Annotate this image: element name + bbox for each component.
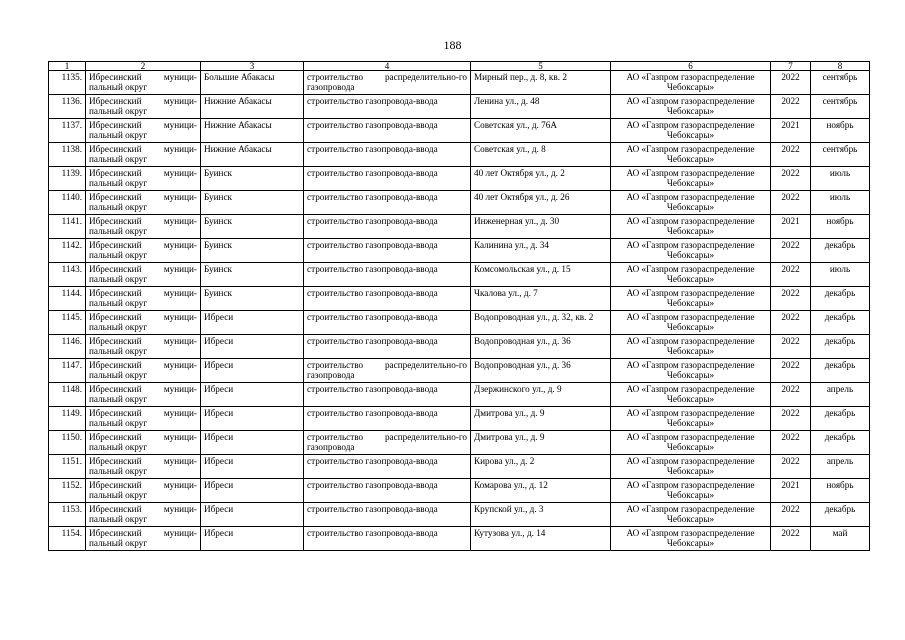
address-cell: Дзержинского ул., д. 9	[471, 383, 611, 407]
month-cell: декабрь	[811, 503, 870, 527]
settlement-cell: Нижние Абакасы	[201, 143, 304, 167]
address-cell: Крупской ул., д. 3	[471, 503, 611, 527]
column-number: 4	[304, 62, 471, 71]
settlement-cell: Ибреси	[201, 335, 304, 359]
month-cell: декабрь	[811, 239, 870, 263]
table-row	[49, 167, 870, 191]
row-number-cell: 1152.	[49, 479, 86, 503]
month-cell: ноябрь	[811, 119, 870, 143]
work-type-cell: строительство газопровода-ввода	[304, 143, 471, 167]
district-cell: Ибресинский муници-пальный округ	[86, 359, 201, 383]
year-cell: 2022	[771, 71, 811, 95]
address-cell: Водопроводная ул., д. 32, кв. 2	[471, 311, 611, 335]
district-cell: Ибресинский муници-пальный округ	[86, 191, 201, 215]
settlement-cell: Буинск	[201, 191, 304, 215]
address-cell: Дмитрова ул., д. 9	[471, 407, 611, 431]
address-cell: Мирный пер., д. 8, кв. 2	[471, 71, 611, 95]
column-number: 8	[811, 62, 870, 71]
district-cell: Ибресинский муници-пальный округ	[86, 479, 201, 503]
organization-cell: АО «Газпром газораспределение Чебоксары»	[611, 167, 771, 191]
year-cell: 2022	[771, 287, 811, 311]
month-cell: сентябрь	[811, 143, 870, 167]
work-type-cell: строительство газопровода-ввода	[304, 383, 471, 407]
column-number-row	[49, 62, 870, 71]
year-cell: 2021	[771, 119, 811, 143]
row-number-cell: 1138.	[49, 143, 86, 167]
district-cell: Ибресинский муници-пальный округ	[86, 263, 201, 287]
row-number-cell: 1150.	[49, 431, 86, 455]
table-row	[49, 263, 870, 287]
organization-cell: АО «Газпром газораспределение Чебоксары»	[611, 119, 771, 143]
address-cell: Чкалова ул., д. 7	[471, 287, 611, 311]
district-cell: Ибресинский муници-пальный округ	[86, 455, 201, 479]
month-cell: ноябрь	[811, 215, 870, 239]
month-cell: ноябрь	[811, 479, 870, 503]
table-row	[49, 215, 870, 239]
month-cell: сентябрь	[811, 95, 870, 119]
settlement-cell: Буинск	[201, 287, 304, 311]
row-number-cell: 1154.	[49, 527, 86, 551]
year-cell: 2021	[771, 479, 811, 503]
year-cell: 2022	[771, 527, 811, 551]
month-cell: декабрь	[811, 311, 870, 335]
work-type-cell: строительство газопровода-ввода	[304, 527, 471, 551]
table-row	[49, 383, 870, 407]
address-cell: Водопроводная ул., д. 36	[471, 335, 611, 359]
year-cell: 2022	[771, 383, 811, 407]
month-cell: сентябрь	[811, 71, 870, 95]
settlement-cell: Буинск	[201, 167, 304, 191]
organization-cell: АО «Газпром газораспределение Чебоксары»	[611, 527, 771, 551]
settlement-cell: Большие Абакасы	[201, 71, 304, 95]
work-type-cell: строительство газопровода-ввода	[304, 167, 471, 191]
organization-cell: АО «Газпром газораспределение Чебоксары»	[611, 263, 771, 287]
row-number-cell: 1145.	[49, 311, 86, 335]
table-row	[49, 191, 870, 215]
work-type-cell: строительство распределительно-го газопровода	[304, 71, 471, 95]
year-cell: 2022	[771, 431, 811, 455]
table-row	[49, 455, 870, 479]
district-cell: Ибресинский муници-пальный округ	[86, 503, 201, 527]
district-cell: Ибресинский муници-пальный округ	[86, 383, 201, 407]
organization-cell: АО «Газпром газораспределение Чебоксары»	[611, 95, 771, 119]
row-number-cell: 1136.	[49, 95, 86, 119]
table-row	[49, 287, 870, 311]
month-cell: декабрь	[811, 407, 870, 431]
row-number-cell: 1142.	[49, 239, 86, 263]
work-type-cell: строительство газопровода-ввода	[304, 119, 471, 143]
address-cell: Калинина ул., д. 34	[471, 239, 611, 263]
table-row	[49, 143, 870, 167]
table-row	[49, 431, 870, 455]
district-cell: Ибресинский муници-пальный округ	[86, 215, 201, 239]
year-cell: 2022	[771, 455, 811, 479]
organization-cell: АО «Газпром газораспределение Чебоксары»	[611, 407, 771, 431]
settlement-cell: Ибреси	[201, 311, 304, 335]
address-cell: Водопроводная ул., д. 36	[471, 359, 611, 383]
work-type-cell: строительство газопровода-ввода	[304, 407, 471, 431]
row-number-cell: 1141.	[49, 215, 86, 239]
row-number-cell: 1148.	[49, 383, 86, 407]
column-number: 7	[771, 62, 811, 71]
table-row	[49, 95, 870, 119]
district-cell: Ибресинский муници-пальный округ	[86, 119, 201, 143]
month-cell: июль	[811, 191, 870, 215]
settlement-cell: Ибреси	[201, 527, 304, 551]
organization-cell: АО «Газпром газораспределение Чебоксары»	[611, 287, 771, 311]
table-row	[49, 71, 870, 95]
district-cell: Ибресинский муници-пальный округ	[86, 239, 201, 263]
work-type-cell: строительство газопровода-ввода	[304, 455, 471, 479]
organization-cell: АО «Газпром газораспределение Чебоксары»	[611, 455, 771, 479]
settlement-cell: Нижние Абакасы	[201, 95, 304, 119]
month-cell: апрель	[811, 383, 870, 407]
year-cell: 2022	[771, 143, 811, 167]
month-cell: декабрь	[811, 287, 870, 311]
row-number-cell: 1153.	[49, 503, 86, 527]
settlement-cell: Ибреси	[201, 455, 304, 479]
table-row	[49, 503, 870, 527]
district-cell: Ибресинский муници-пальный округ	[86, 287, 201, 311]
district-cell: Ибресинский муници-пальный округ	[86, 431, 201, 455]
table-row	[49, 407, 870, 431]
table-row	[49, 119, 870, 143]
organization-cell: АО «Газпром газораспределение Чебоксары»	[611, 71, 771, 95]
settlement-cell: Ибреси	[201, 479, 304, 503]
table-row	[49, 311, 870, 335]
gasification-table	[48, 61, 870, 551]
organization-cell: АО «Газпром газораспределение Чебоксары»	[611, 239, 771, 263]
work-type-cell: строительство газопровода-ввода	[304, 95, 471, 119]
column-number: 6	[611, 62, 771, 71]
work-type-cell: строительство газопровода-ввода	[304, 335, 471, 359]
year-cell: 2022	[771, 263, 811, 287]
year-cell: 2022	[771, 407, 811, 431]
address-cell: Советская ул., д. 76А	[471, 119, 611, 143]
settlement-cell: Буинск	[201, 239, 304, 263]
row-number-cell: 1151.	[49, 455, 86, 479]
settlement-cell: Ибреси	[201, 431, 304, 455]
year-cell: 2022	[771, 95, 811, 119]
table-row	[49, 359, 870, 383]
row-number-cell: 1144.	[49, 287, 86, 311]
year-cell: 2022	[771, 335, 811, 359]
year-cell: 2022	[771, 167, 811, 191]
district-cell: Ибресинский муници-пальный округ	[86, 71, 201, 95]
district-cell: Ибресинский муници-пальный округ	[86, 407, 201, 431]
district-cell: Ибресинский муници-пальный округ	[86, 311, 201, 335]
work-type-cell: строительство распределительно-го газопровода	[304, 431, 471, 455]
address-cell: Инженерная ул., д. 30	[471, 215, 611, 239]
month-cell: декабрь	[811, 431, 870, 455]
work-type-cell: строительство газопровода-ввода	[304, 191, 471, 215]
organization-cell: АО «Газпром газораспределение Чебоксары»	[611, 191, 771, 215]
column-number: 2	[86, 62, 201, 71]
row-number-cell: 1139.	[49, 167, 86, 191]
month-cell: май	[811, 527, 870, 551]
year-cell: 2022	[771, 311, 811, 335]
work-type-cell: строительство распределительно-го газопровода	[304, 359, 471, 383]
column-number: 1	[49, 62, 86, 71]
work-type-cell: строительство газопровода-ввода	[304, 215, 471, 239]
settlement-cell: Ибреси	[201, 503, 304, 527]
organization-cell: АО «Газпром газораспределение Чебоксары»	[611, 479, 771, 503]
organization-cell: АО «Газпром газораспределение Чебоксары»	[611, 311, 771, 335]
district-cell: Ибресинский муници-пальный округ	[86, 167, 201, 191]
month-cell: июль	[811, 263, 870, 287]
settlement-cell: Ибреси	[201, 359, 304, 383]
row-number-cell: 1137.	[49, 119, 86, 143]
address-cell: Кирова ул., д. 2	[471, 455, 611, 479]
table-row	[49, 479, 870, 503]
table-row	[49, 239, 870, 263]
organization-cell: АО «Газпром газораспределение Чебоксары»	[611, 335, 771, 359]
work-type-cell: строительство газопровода-ввода	[304, 503, 471, 527]
row-number-cell: 1135.	[49, 71, 86, 95]
address-cell: Кутузова ул., д. 14	[471, 527, 611, 551]
settlement-cell: Буинск	[201, 263, 304, 287]
address-cell: 40 лет Октября ул., д. 26	[471, 191, 611, 215]
row-number-cell: 1149.	[49, 407, 86, 431]
address-cell: 40 лет Октября ул., д. 2	[471, 167, 611, 191]
page-number: 188	[443, 38, 462, 52]
year-cell: 2022	[771, 191, 811, 215]
district-cell: Ибресинский муници-пальный округ	[86, 527, 201, 551]
row-number-cell: 1146.	[49, 335, 86, 359]
organization-cell: АО «Газпром газораспределение Чебоксары»	[611, 383, 771, 407]
organization-cell: АО «Газпром газораспределение Чебоксары»	[611, 143, 771, 167]
row-number-cell: 1143.	[49, 263, 86, 287]
district-cell: Ибресинский муници-пальный округ	[86, 95, 201, 119]
address-cell: Комарова ул., д. 12	[471, 479, 611, 503]
work-type-cell: строительство газопровода-ввода	[304, 239, 471, 263]
year-cell: 2022	[771, 359, 811, 383]
settlement-cell: Буинск	[201, 215, 304, 239]
district-cell: Ибресинский муници-пальный округ	[86, 335, 201, 359]
work-type-cell: строительство газопровода-ввода	[304, 479, 471, 503]
organization-cell: АО «Газпром газораспределение Чебоксары»	[611, 359, 771, 383]
column-number: 5	[471, 62, 611, 71]
work-type-cell: строительство газопровода-ввода	[304, 311, 471, 335]
table-row	[49, 335, 870, 359]
year-cell: 2022	[771, 503, 811, 527]
column-number: 3	[201, 62, 304, 71]
year-cell: 2021	[771, 215, 811, 239]
address-cell: Дмитрова ул., д. 9	[471, 431, 611, 455]
organization-cell: АО «Газпром газораспределение Чебоксары»	[611, 431, 771, 455]
table-row	[49, 527, 870, 551]
organization-cell: АО «Газпром газораспределение Чебоксары»	[611, 503, 771, 527]
work-type-cell: строительство газопровода-ввода	[304, 287, 471, 311]
month-cell: декабрь	[811, 335, 870, 359]
address-cell: Ленина ул., д. 48	[471, 95, 611, 119]
month-cell: декабрь	[811, 359, 870, 383]
settlement-cell: Ибреси	[201, 407, 304, 431]
address-cell: Комсомольская ул., д. 15	[471, 263, 611, 287]
settlement-cell: Нижние Абакасы	[201, 119, 304, 143]
row-number-cell: 1147.	[49, 359, 86, 383]
month-cell: апрель	[811, 455, 870, 479]
row-number-cell: 1140.	[49, 191, 86, 215]
district-cell: Ибресинский муници-пальный округ	[86, 143, 201, 167]
month-cell: июль	[811, 167, 870, 191]
settlement-cell: Ибреси	[201, 383, 304, 407]
year-cell: 2022	[771, 239, 811, 263]
work-type-cell: строительство газопровода-ввода	[304, 263, 471, 287]
organization-cell: АО «Газпром газораспределение Чебоксары»	[611, 215, 771, 239]
address-cell: Советская ул., д. 8	[471, 143, 611, 167]
